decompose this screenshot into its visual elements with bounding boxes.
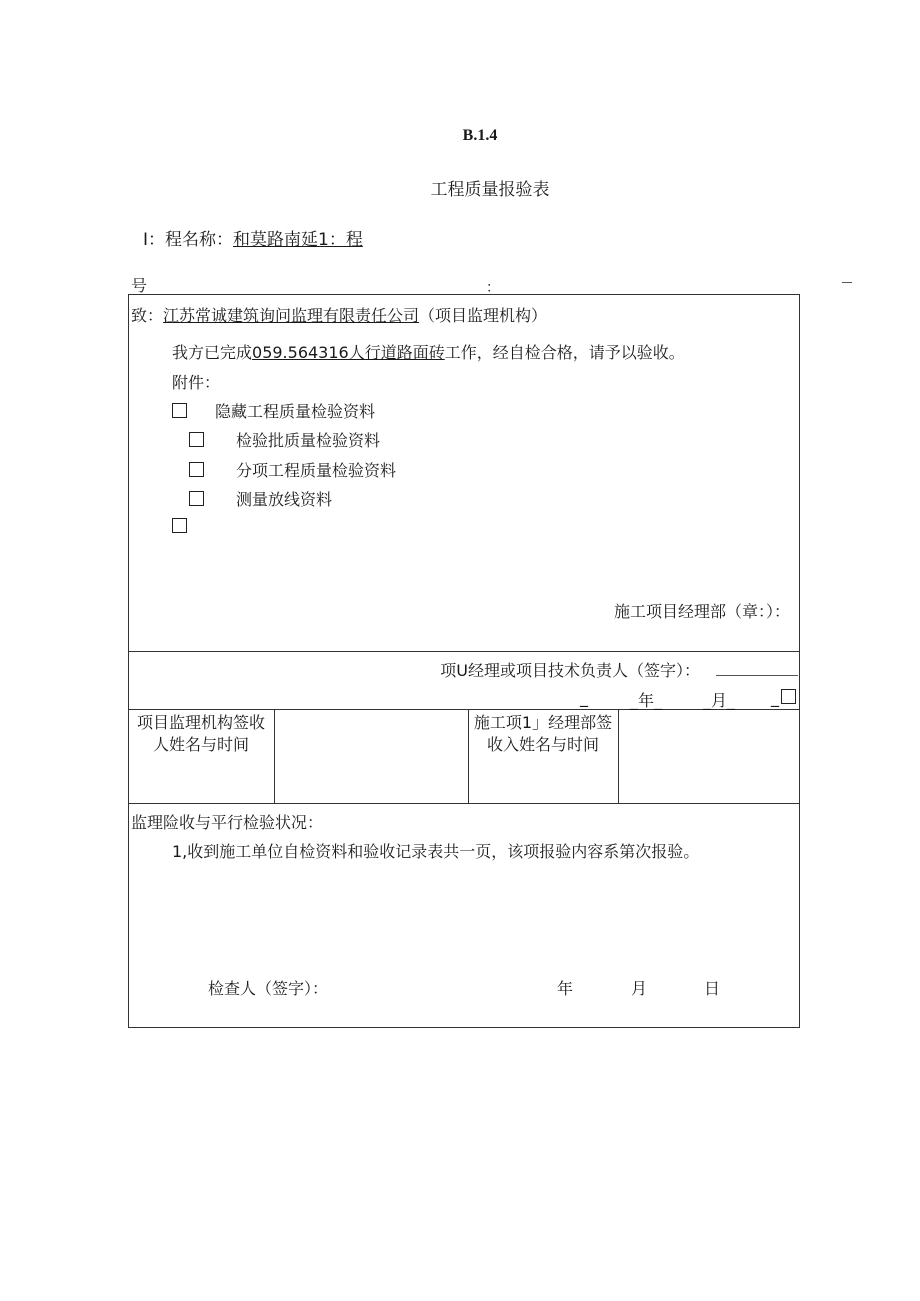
attachment-label: 分项工程质量检验资料 (236, 461, 397, 480)
divider-receipt-bottom (129, 803, 799, 804)
to-company: 江苏常诚建筑询问监理有限责任公司 (163, 306, 420, 325)
pm-signature-line[interactable] (716, 675, 798, 676)
attachment-label: 检验批质量检验资料 (236, 431, 381, 450)
inspection-line-1: 1,收到施工单位自检资料和验收记录表共一页，该项报验内容系第次报验。 (172, 842, 700, 861)
checkbox[interactable] (172, 518, 187, 533)
number-label: 号 (131, 276, 148, 295)
body-prefix: 我方已完成 (172, 343, 253, 362)
divider-signature (129, 651, 799, 652)
project-name: 和莫路南延1：程 (233, 230, 363, 250)
inspector-signature-label: 检查人（签字）： (208, 979, 329, 998)
date-day-box[interactable] (781, 689, 796, 704)
project-label: I：程名称： (143, 230, 234, 250)
date-day: _ (771, 688, 796, 707)
checkbox[interactable] (189, 491, 204, 506)
contractor-receipt-label: 施工项1」经理部签收入姓名与时间 (473, 713, 613, 754)
inspect-day: 日 (704, 979, 721, 998)
date-month: _月_ (703, 691, 736, 710)
form-code: B.1.4 (462, 127, 498, 144)
number-colon: ： (486, 280, 500, 296)
form-title: 工程质量报验表 (430, 180, 550, 200)
receipt-col-1 (274, 709, 275, 803)
inspect-month: 月 (631, 979, 648, 998)
receipt-col-2 (468, 709, 469, 803)
inspection-heading: 监理险收与平行检验状况： (131, 813, 324, 832)
attachment-item (172, 517, 215, 536)
addressee-line (131, 303, 547, 326)
inspect-year: 年 (557, 979, 574, 998)
date-pre: _ (580, 688, 588, 707)
attachment-item (189, 428, 380, 451)
body-work: 059.564316人行道路面砖 (252, 343, 445, 362)
checkbox[interactable] (189, 432, 204, 447)
attachment-label: 隐藏工程质量检验资料 (215, 402, 376, 421)
receipt-col-3 (618, 709, 619, 803)
body-suffix: 工作，经自检合格，请予以验收。 (444, 343, 685, 362)
to-label: 致： (131, 306, 164, 325)
to-suffix: （项目监理机构） (419, 306, 548, 325)
contractor-receipt-field[interactable] (620, 710, 798, 802)
attachment-item (189, 487, 332, 510)
checkbox[interactable] (172, 403, 187, 418)
pm-signature-label: 项U经理或项目技术负责人（签字）： (440, 661, 700, 680)
attachments-label: 附件： (172, 373, 221, 392)
completion-statement (172, 340, 685, 363)
attachment-item (172, 399, 375, 422)
attachment-item (189, 458, 396, 481)
attachment-label: 测量放线资料 (236, 490, 333, 509)
supervisor-receipt-field[interactable] (276, 710, 466, 802)
supervisor-receipt-label: 项目监理机构签收人姓名与时间 (136, 713, 265, 754)
checkbox[interactable] (189, 462, 204, 477)
project-name-line (143, 225, 363, 250)
department-seal: 施工项目经理部（章：）： (613, 602, 790, 621)
date-year: _年_ (630, 691, 663, 710)
edge-mark (842, 282, 852, 283)
